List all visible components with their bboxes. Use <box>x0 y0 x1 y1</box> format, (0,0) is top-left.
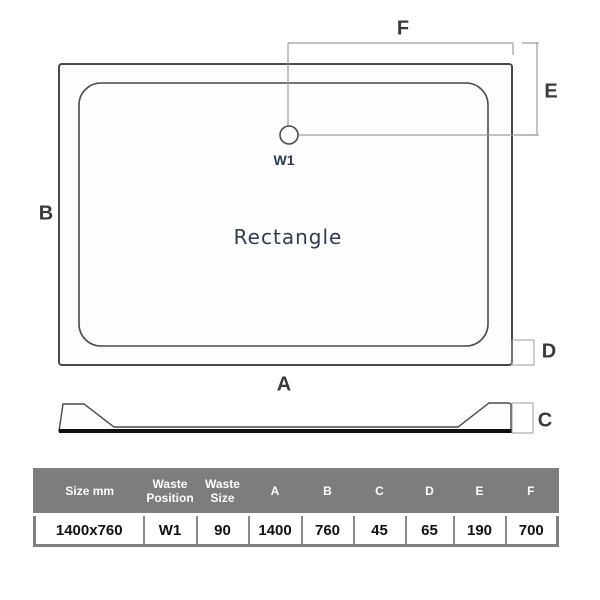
col-header-size: Size mm <box>35 470 144 515</box>
shape-name-label: Rectangle <box>233 225 343 249</box>
cell-c: 45 <box>354 515 406 546</box>
spec-table-data-row <box>35 515 558 546</box>
profile-outline <box>59 403 511 431</box>
cell-e: 190 <box>454 515 506 546</box>
col-header-c: C <box>354 470 406 515</box>
waste-circle <box>280 126 298 144</box>
dim-label-b: B <box>38 202 54 225</box>
col-header-a: A <box>249 470 302 515</box>
cell-waste-position: W1 <box>144 515 197 546</box>
dim-label-c: C <box>537 409 553 432</box>
cell-d: 65 <box>406 515 454 546</box>
waste-label: W1 <box>273 152 295 168</box>
cell-f: 700 <box>506 515 558 546</box>
dim-label-f: F <box>396 17 410 40</box>
col-header-waste-position: Waste Position <box>144 470 197 515</box>
dim-label-e: E <box>544 80 558 103</box>
dim-label-a: A <box>276 373 292 396</box>
spec-table <box>33 468 559 547</box>
col-header-d: D <box>406 470 454 515</box>
dim-e-bracket <box>522 43 539 135</box>
col-header-b: B <box>302 470 354 515</box>
dim-c-box <box>512 403 533 433</box>
dim-label-d: D <box>541 340 557 363</box>
plan-outer-edge <box>59 64 512 365</box>
dim-d-box <box>512 340 534 365</box>
col-header-e: E <box>454 470 506 515</box>
cell-a: 1400 <box>249 515 302 546</box>
cell-b: 760 <box>302 515 354 546</box>
col-header-f: F <box>506 470 558 515</box>
cell-waste-size: 90 <box>197 515 249 546</box>
spec-table-header-row <box>35 470 558 515</box>
cell-size: 1400x760 <box>35 515 144 546</box>
col-header-waste-size: Waste Size <box>197 470 249 515</box>
